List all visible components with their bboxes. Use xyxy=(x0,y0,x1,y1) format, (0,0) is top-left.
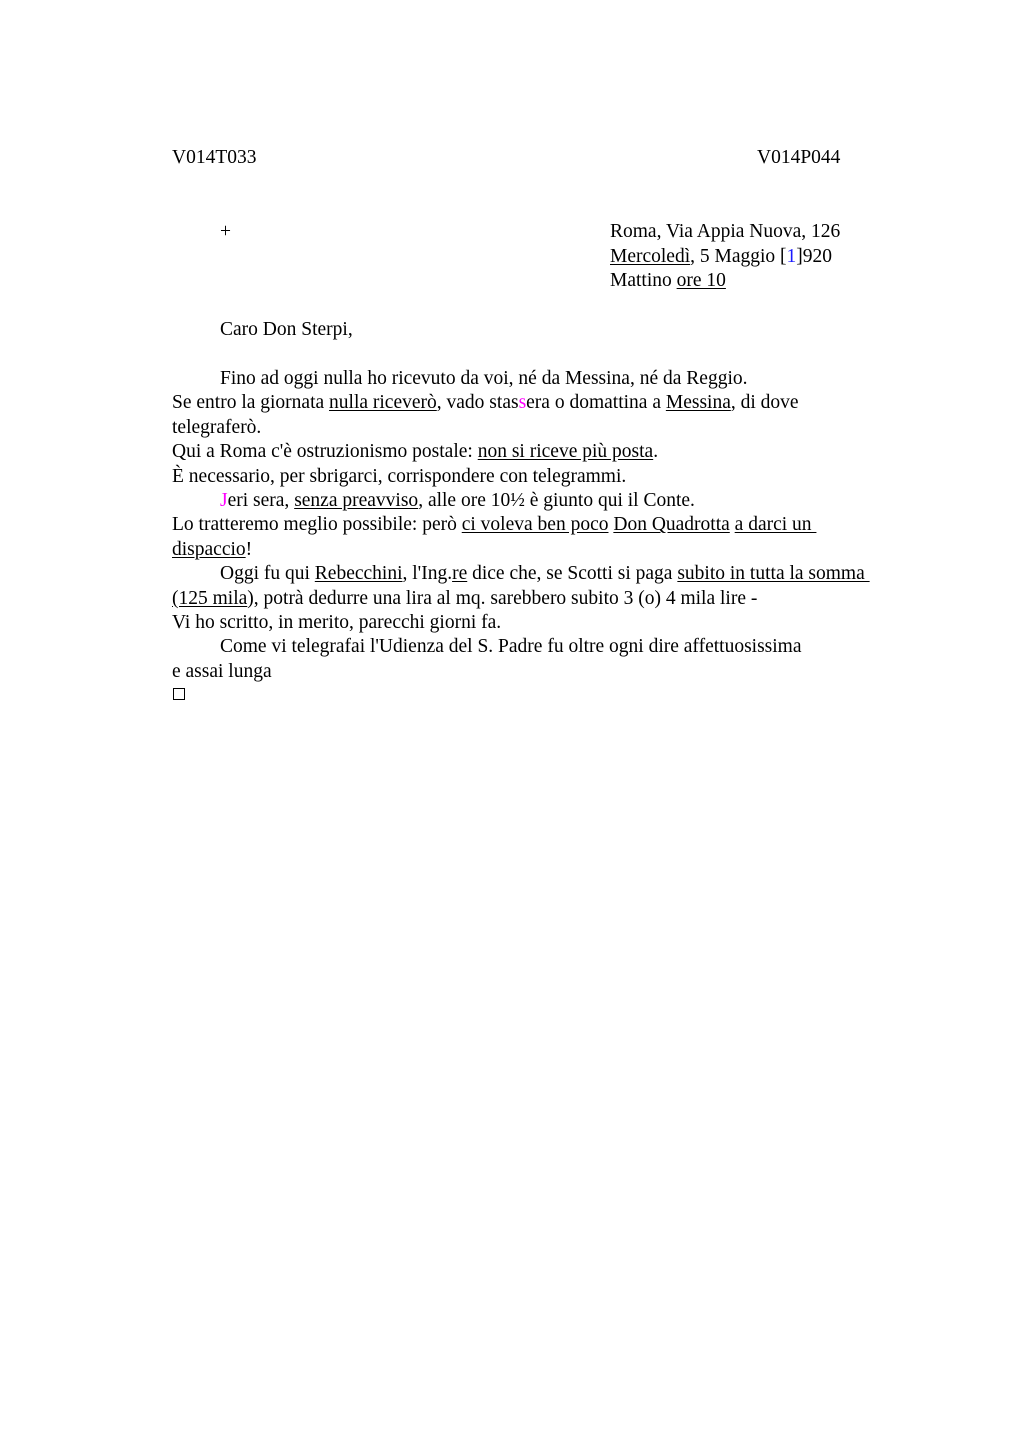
text-run: Lo tratteremo meglio possibile: però xyxy=(172,514,462,536)
text-run: dice che, se Scotti si paga xyxy=(467,563,678,585)
body-line-5: È necessario, per sbrigarci, corrispondere con telegrammi. xyxy=(172,465,627,487)
body-line-3: telegraferò. xyxy=(172,416,262,438)
text-run: . xyxy=(653,441,659,463)
underlined-run: Messina xyxy=(665,392,731,414)
text-run: eri sera, xyxy=(227,489,295,511)
date-day: Mercoledì xyxy=(610,245,691,267)
time-hour: ore 10 xyxy=(676,270,726,291)
body-line-11: Vi ho scritto, in merito, parecchi giorni fa. xyxy=(172,611,502,633)
cross-mark: + xyxy=(220,221,231,242)
text-run: , vado stas xyxy=(436,392,519,414)
underlined-run: ci voleva ben poco xyxy=(461,514,609,536)
text-run: Se entro la giornata xyxy=(172,392,330,414)
underlined-run: nulla riceverò xyxy=(329,392,437,414)
body-line-2 xyxy=(172,391,912,415)
date-text-a: , 5 Maggio [ xyxy=(690,245,787,267)
underlined-run: senza preavviso xyxy=(294,489,419,511)
body-line-9 xyxy=(172,562,912,586)
underlined-run: dispaccio xyxy=(172,538,246,560)
body-line-8 xyxy=(172,538,912,562)
underlined-run: non si riceve più posta xyxy=(477,441,654,463)
address-line: Roma, Via Appia Nuova, 126 xyxy=(610,221,841,242)
correction-mark: J xyxy=(220,489,228,511)
body-line-10 xyxy=(172,587,912,611)
underlined-run: Don Quadrotta xyxy=(613,514,730,536)
salutation: Caro Don Sterpi, xyxy=(220,319,353,340)
letter-body xyxy=(172,367,912,684)
correction-mark: s xyxy=(518,392,527,414)
date-editorial-digit: 1 xyxy=(786,245,797,267)
date-line xyxy=(610,245,840,270)
letter-heading-address-date xyxy=(610,220,840,294)
body-line-4 xyxy=(172,440,912,464)
text-run: era o domattina a xyxy=(526,392,666,414)
body-line-1: Fino ad oggi nulla ho ricevuto da voi, né da Messina, né da Reggio. xyxy=(220,368,748,389)
underlined-run: subito in tutta la somma xyxy=(677,563,870,585)
body-line-7 xyxy=(172,513,912,537)
underlined-run: (125 mila xyxy=(172,587,248,609)
document-code-left: V014T033 xyxy=(172,147,257,168)
body-line-13: e assai lunga xyxy=(172,660,272,682)
time-line xyxy=(610,269,840,294)
underlined-run: re xyxy=(452,563,468,585)
underlined-run: a darci un xyxy=(734,514,817,536)
date-text-b: ]920 xyxy=(796,245,833,267)
empty-square-icon xyxy=(173,688,185,700)
time-prefix: Mattino xyxy=(610,270,677,291)
text-run: ), potrà dedurre una lira al mq. sarebbero subito 3 (o) 4 mila lire - xyxy=(247,587,758,609)
text-run: , l'Ing. xyxy=(402,563,453,585)
body-line-12: Come vi telegrafai l'Udienza del S. Padre fu oltre ogni dire affettuosissima xyxy=(220,636,802,658)
document-code-right: V014P044 xyxy=(757,147,841,168)
body-line-6 xyxy=(172,489,912,513)
text-run: , di dove xyxy=(730,392,799,414)
text-run: , alle ore 10½ è giunto qui il Conte. xyxy=(418,489,695,511)
text-run: Qui a Roma c'è ostruzionismo postale: xyxy=(172,441,478,463)
text-run: Oggi fu qui xyxy=(220,563,315,585)
underlined-run: Rebecchini xyxy=(314,563,403,585)
text-run: ! xyxy=(245,538,253,560)
